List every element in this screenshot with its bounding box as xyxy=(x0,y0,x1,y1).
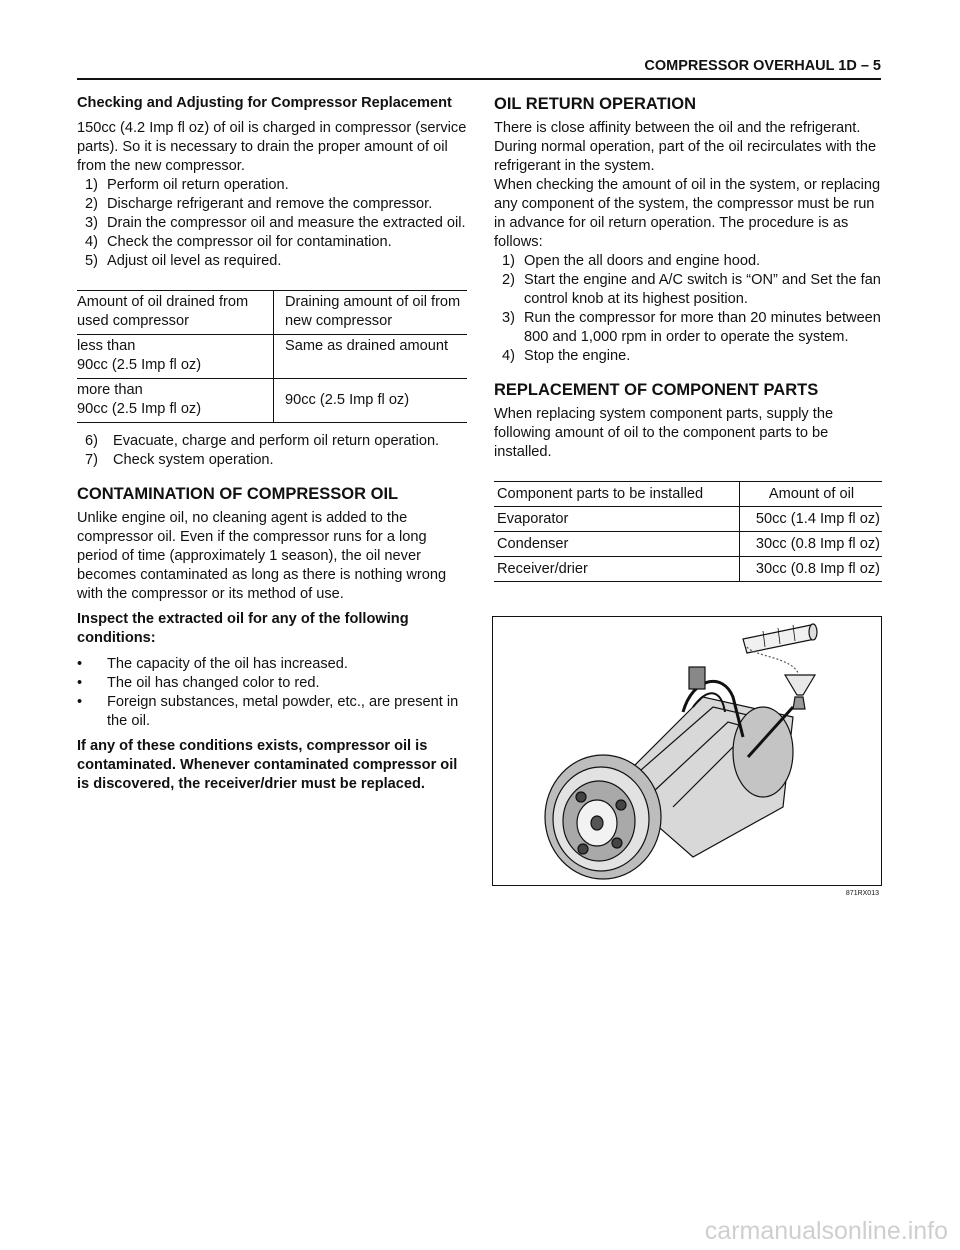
table-row xyxy=(494,557,882,582)
step-text: Drain the compressor oil and measure the extracted oil. xyxy=(107,215,466,231)
step-text: Run the compressor for more than 20 minutes between 800 and 1,000 rpm in order to operate the system. xyxy=(524,310,881,345)
step-item xyxy=(494,309,882,347)
step-number: 7) xyxy=(85,452,98,468)
bullet-text: Foreign substances, metal powder, etc., are present in the oil. xyxy=(107,694,459,729)
table-cell: Same as drained amount xyxy=(274,335,468,379)
procedure-steps-continued xyxy=(77,432,467,470)
procedure-steps xyxy=(77,176,467,271)
table-cell: 30cc (0.8 Imp fl oz) xyxy=(740,557,883,582)
step-text: Check system operation. xyxy=(113,452,274,468)
compressor-figure xyxy=(492,616,882,897)
compressor-illustration xyxy=(493,617,881,885)
step-number: 5) xyxy=(85,253,98,269)
right-column xyxy=(494,94,882,582)
step-item xyxy=(77,195,467,214)
table-row xyxy=(77,379,467,423)
table-row xyxy=(494,507,882,532)
table-cell: Evaporator xyxy=(494,507,740,532)
step-text: Check the compressor oil for contamination. xyxy=(107,234,392,250)
table-cell: 50cc (1.4 Imp fl oz) xyxy=(740,507,883,532)
table-row xyxy=(77,335,467,379)
step-text: Stop the engine. xyxy=(524,348,631,364)
page-header xyxy=(77,58,881,80)
contamination-title: CONTAMINATION OF COMPRESSOR OIL xyxy=(77,485,399,503)
bullet-marker: • xyxy=(77,656,83,672)
oil-drain-table xyxy=(77,290,467,423)
step-number: 3) xyxy=(502,310,515,326)
table-header-row xyxy=(494,482,882,507)
table-cell: 30cc (0.8 Imp fl oz) xyxy=(740,532,883,557)
step-item xyxy=(77,176,467,195)
step-text: Perform oil return operation. xyxy=(107,177,289,193)
left-column xyxy=(77,94,467,794)
step-item xyxy=(494,271,882,309)
step-text: Open the all doors and engine hood. xyxy=(524,253,761,269)
table-header-cell: Draining amount of oil from new compressor xyxy=(285,294,461,329)
step-item xyxy=(494,347,882,366)
step-item xyxy=(77,451,467,470)
step-number: 4) xyxy=(85,234,98,250)
contamination-warning: If any of these conditions exists, compressor oil is contaminated. Whenever contaminated compressor oil is discovered, the receiver/drier must be replaced. xyxy=(77,738,458,792)
table-header-row xyxy=(77,291,467,335)
step-text: Adjust oil level as required. xyxy=(107,253,282,269)
bullet-marker: • xyxy=(77,694,83,710)
replacement-title: REPLACEMENT OF COMPONENT PARTS xyxy=(494,381,819,399)
step-number: 1) xyxy=(502,253,515,269)
replacement-check-heading: Checking and Adjusting for Compressor Replacement xyxy=(77,95,452,111)
table-header-cell: Amount of oil xyxy=(768,486,855,502)
step-number: 2) xyxy=(85,196,98,212)
table-cell: less than 90cc (2.5 Imp fl oz) xyxy=(77,335,274,379)
step-number: 2) xyxy=(502,272,515,288)
table-row xyxy=(494,532,882,557)
oil-return-body xyxy=(494,119,882,252)
step-number: 3) xyxy=(85,215,98,231)
step-item xyxy=(77,214,467,233)
bullet-text: The oil has changed color to red. xyxy=(107,675,320,691)
step-item xyxy=(77,233,467,252)
table-cell: 90cc (2.5 Imp fl oz) xyxy=(274,379,468,423)
list-item xyxy=(77,693,467,731)
step-number: 6) xyxy=(85,433,98,449)
inspect-heading: Inspect the extracted oil for any of the following conditions: xyxy=(77,611,409,646)
oil-return-title: OIL RETURN OPERATION xyxy=(494,95,696,113)
condition-list xyxy=(77,655,467,731)
step-number: 4) xyxy=(502,348,515,364)
step-text: Discharge refrigerant and remove the compressor. xyxy=(107,196,433,212)
table-cell: Condenser xyxy=(494,532,740,557)
bullet-marker: • xyxy=(77,675,83,691)
list-item xyxy=(77,674,467,693)
replacement-body: When replacing system component parts, supply the following amount of oil to the component parts to be installed. xyxy=(494,406,834,460)
step-item xyxy=(77,252,467,271)
table-cell: Receiver/drier xyxy=(494,557,740,582)
step-text: Start the engine and A/C switch is “ON” and Set the fan control knob at its highest position. xyxy=(524,272,881,307)
intro-paragraph: 150cc (4.2 Imp fl oz) of oil is charged in compressor (service parts). So it is necessary to drain the proper amount of oil from the new compressor. xyxy=(77,120,467,174)
watermark: carmanualsonline.info xyxy=(704,1217,948,1245)
oil-return-body-2: When checking the amount of oil in the system, or replacing any component of the system, the compressor must be run in advance for oil return operation. The procedure is as follows: xyxy=(494,177,881,250)
page-title: COMPRESSOR OVERHAUL 1D – 5 xyxy=(644,58,881,74)
step-item xyxy=(494,252,882,271)
step-text: Evacuate, charge and perform oil return operation. xyxy=(113,433,440,449)
component-oil-table xyxy=(494,481,882,582)
contamination-body: Unlike engine oil, no cleaning agent is added to the compressor oil. Even if the compressor runs for a long period of time (approximately 1 season), the oil never becomes contaminated as long as there is nothing wrong with the compressor or its method of use. xyxy=(77,510,447,602)
table-header-cell: Amount of oil drained from used compressor xyxy=(77,291,274,335)
list-item xyxy=(77,655,467,674)
figure-code: 871RX013 xyxy=(845,890,879,897)
table-cell: more than 90cc (2.5 Imp fl oz) xyxy=(77,379,274,423)
oil-return-steps xyxy=(494,252,882,366)
step-number: 1) xyxy=(85,177,98,193)
bullet-text: The capacity of the oil has increased. xyxy=(107,656,348,672)
table-header-cell: Component parts to be installed xyxy=(494,482,740,507)
step-item xyxy=(77,432,467,451)
oil-return-body-1: There is close affinity between the oil and the refrigerant. During normal operation, part of the oil recirculates with the refrigerant in the system. xyxy=(494,120,877,174)
